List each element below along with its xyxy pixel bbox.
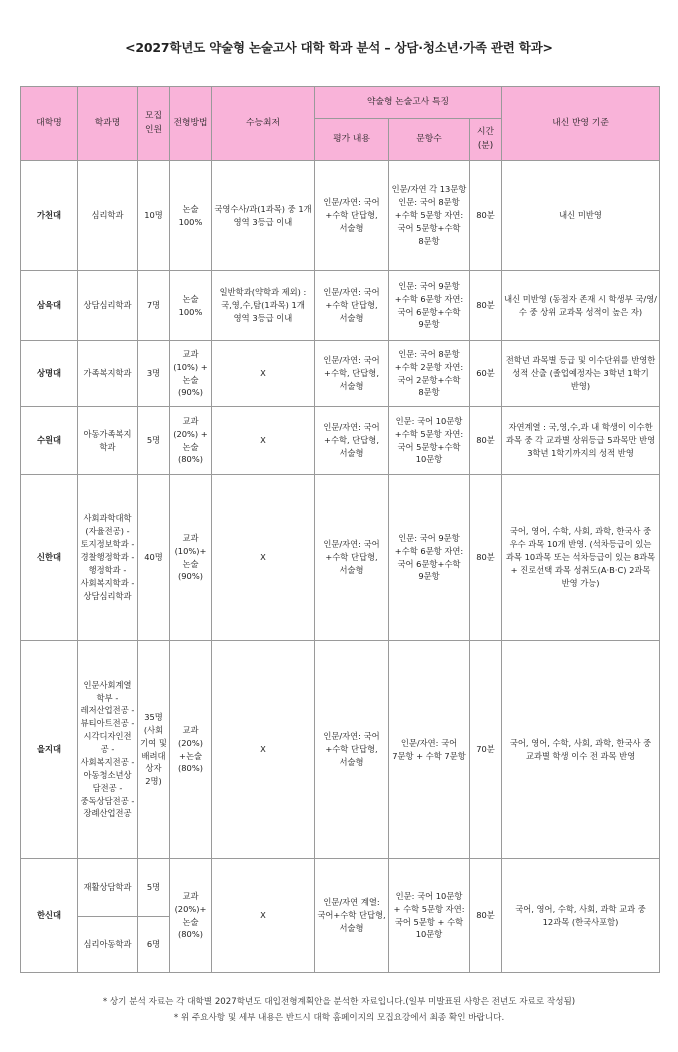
method-cell: 교과 (20%)+ 논술 (80%) [170,859,212,973]
university-cell: 가천대 [21,161,78,271]
university-cell: 을지대 [21,641,78,859]
questions-cell: 인문: 국어 10문항 + 수학 5문항 자연: 국어 5문항 + 수학 10문항 [389,859,470,973]
eval-cell: 인문/자연: 국어 +수학 단답형, 서술형 [315,475,389,641]
table-row [21,859,660,917]
eval-cell: 인문/자연: 국어 +수학 단답형, 서술형 [315,271,389,341]
time-cell: 70분 [470,641,502,859]
department-cell: 심리아동학과 [78,917,138,973]
table-row [21,475,660,641]
csat-cell: X [212,341,315,407]
transcript-cell: 내신 미반영 [502,161,660,271]
quota-cell: 10명 [138,161,170,271]
transcript-cell: 국어, 영어, 수학, 사회, 과학, 한국사 중 교과별 학생 이수 전 과목 반영 [502,641,660,859]
header-eval-content: 평가 내용 [315,119,389,161]
footnote: * 상기 분석 자료는 각 대학별 2027학년도 대입전형계획안을 분석한 자료입니다.(일부 미발표된 사항은 전년도 자료로 작성됨) [102,997,576,1007]
university-cell: 한신대 [21,859,78,973]
csat-cell: X [212,641,315,859]
header-transcript: 내신 반영 기준 [502,87,660,161]
time-cell: 80분 [470,859,502,973]
transcript-cell: 전학년 과목별 등급 및 이수단위를 반영한 성적 산출 (졸업예정자는 3학년 1학기 반영) [502,341,660,407]
university-cell: 삼육대 [21,271,78,341]
questions-cell: 인문: 국어 8문항+수학 2문항 자연: 국어 2문항+수학 8문항 [389,341,470,407]
method-cell: 논술 100% [170,271,212,341]
transcript-cell: 국어, 영어, 수학, 사회, 과학 교과 중 12과목 (한국사포함) [502,859,660,973]
time-cell: 60분 [470,341,502,407]
university-cell: 상명대 [21,341,78,407]
questions-cell: 인문: 국어 10문항+수학 5문항 자연: 국어 5문항+수학 10문항 [389,407,470,475]
csat-cell: X [212,475,315,641]
time-cell: 80분 [470,475,502,641]
method-cell: 교과 (20%) + 논술 (80%) [170,407,212,475]
eval-cell: 인문/자연: 국어 +수학 단답형, 서술형 [315,641,389,859]
header-essay-group: 약술형 논술고사 특징 [315,87,502,119]
time-cell: 80분 [470,271,502,341]
page-title: <2027학년도 약술형 논술고사 대학 학과 분석 – 상담·청소년·가족 관련 학과> [125,40,553,55]
header-time: 시간 (분) [470,119,502,161]
header-department: 학과명 [78,87,138,161]
eval-cell: 인문/자연 계열: 국어+수학 단답형, 서술형 [315,859,389,973]
method-cell: 교과 (10%)+ 논술 (90%) [170,475,212,641]
table-row [21,271,660,341]
header-method: 전형방법 [170,87,212,161]
questions-cell: 인문/자연: 국어 7문항 + 수학 7문항 [389,641,470,859]
department-cell: 가족복지학과 [78,341,138,407]
time-cell: 80분 [470,407,502,475]
questions-cell: 인문: 국어 9문항+수학 6문항 자연: 국어 6문항+수학 9문항 [389,271,470,341]
csat-cell: X [212,407,315,475]
university-cell: 신한대 [21,475,78,641]
department-cell: 상담심리학과 [78,271,138,341]
university-cell: 수원대 [21,407,78,475]
table-row [21,341,660,407]
header-quota: 모집 인원 [138,87,170,161]
department-cell: 심리학과 [78,161,138,271]
method-cell: 교과 (10%) + 논술 (90%) [170,341,212,407]
department-cell: 아동가족복지학과 [78,407,138,475]
header-csat: 수능최저 [212,87,315,161]
quota-cell: 35명 (사회기여 및 배려대상자 2명) [138,641,170,859]
table-row [21,641,660,859]
transcript-cell: 국어, 영어, 수학, 사회, 과학, 한국사 중 우수 과목 10개 반영. (석차등급이 있는 과목 10과목 또는 석차등급이 있는 8과목 + 진로선택 과목 성취도(A·B·C) 2과목 반영 가능) [502,475,660,641]
method-cell: 교과 (20%) +논술 (80%) [170,641,212,859]
questions-cell: 인문: 국어 9문항+수학 6문항 자연: 국어 6문항+수학 9문항 [389,475,470,641]
footnote: * 위 주요사항 및 세부 내용은 반드시 대학 홈페이지의 모집요강에서 최종 확인 바랍니다. [173,1013,505,1024]
department-cell: 인문사회계열학부 - 레저산업전공 - 뷰티아트전공 - 시각디자인전공 - 사회복지전공 -아동청소년상담전공 - 중독상담전공 - 장례산업전공 [78,641,138,859]
method-cell: 논술 100% [170,161,212,271]
csat-cell: 국영수사/과(1과목) 중 1개 영역 3등급 이내 [212,161,315,271]
quota-cell: 5명 [138,859,170,917]
quota-cell: 40명 [138,475,170,641]
department-cell: 사회과학대학 (자율전공) -토지정보학과 -경찰행정학과 -행정학과 -사회복지학과 -상담심리학과 [78,475,138,641]
analysis-table [20,86,660,973]
transcript-cell: 내신 미반영 (동점자 존재 시 학생부 국/영/수 중 상위 교과목 성적이 높은 자) [502,271,660,341]
table-row [21,161,660,271]
transcript-cell: 자연계열 : 국,영,수,과 내 학생이 이수한 과목 중 각 교과별 상위등급 5과목만 반영 3학년 1학기까지의 성적 반영 [502,407,660,475]
header-questions: 문항수 [389,119,470,161]
eval-cell: 인문/자연: 국어 +수학, 단답형, 서술형 [315,341,389,407]
table-row [21,407,660,475]
eval-cell: 인문/자연: 국어 +수학, 단답형, 서술형 [315,407,389,475]
footnotes [0,994,678,1027]
eval-cell: 인문/자연: 국어 +수학 단답형, 서술형 [315,161,389,271]
header-university: 대학명 [21,87,78,161]
csat-cell: 일반학과(약학과 제외) : 국,영,수,탐(1과목) 1개 영역 3등급 이내 [212,271,315,341]
quota-cell: 7명 [138,271,170,341]
questions-cell: 인문/자연 각 13문항 인문: 국어 8문항+수학 5문항 자연: 국어 5문항+수학 8문항 [389,161,470,271]
quota-cell: 5명 [138,407,170,475]
department-cell: 재활상담학과 [78,859,138,917]
time-cell: 80분 [470,161,502,271]
quota-cell: 6명 [138,917,170,973]
csat-cell: X [212,859,315,973]
quota-cell: 3명 [138,341,170,407]
